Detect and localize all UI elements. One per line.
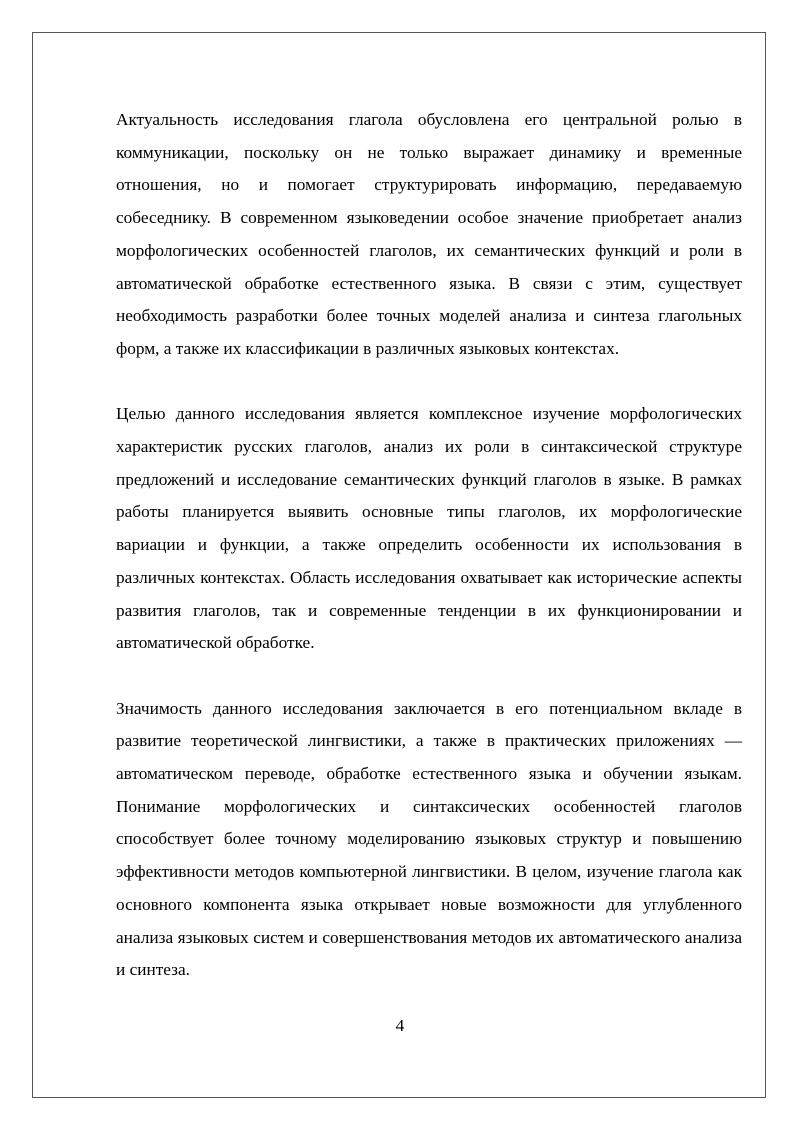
- paragraph-significance: Значимость данного исследования заключается в его потенциальном вкладе в развитие теоретической лингвистики, а также в практических приложениях — автоматическом переводе, обработке естественного языка и обучении языкам. Понимание морфологических и синтаксических особенностей глаголов способствует более точному моделированию языковых структур и повышению эффективности методов компьютерной лингвистики. В целом, изучение глагола как основного компонента языка открывает новые возможности для углубленного анализа языковых систем и совершенствования методов их автоматического анализа и синтеза.: [116, 698, 742, 980]
- paragraph-goal: Целью данного исследования является комплексное изучение морфологических характеристик русских глаголов, анализ их роли в синтаксической структуре предложений и исследование семантических функций глаголов в языке. В рамках работы планируется выявить основные типы глаголов, их морфологические вариации и функции, а также определить особенности их использования в различных контекстах. Область исследования охватывает как исторические аспекты развития глаголов, так и современные тенденции в их функционировании и автоматической обработке.: [116, 404, 742, 653]
- page-number: 4: [395, 1016, 405, 1035]
- document-body: [116, 104, 742, 987]
- paragraph-relevance: Актуальность исследования глагола обусловлена его центральной ролью в коммуникации, поскольку он не только выражает динамику и временные отношения, но и помогает структурировать информацию, передаваемую собеседнику. В современном языковедении особое значение приобретает анализ морфологических особенностей глаголов, их семантических функций и роли в автоматической обработке естественного языка. В связи с этим, существует необходимость разработки более точных моделей анализа и синтеза глагольных форм, а также их классификации в различных языковых контекстах.: [116, 110, 742, 358]
